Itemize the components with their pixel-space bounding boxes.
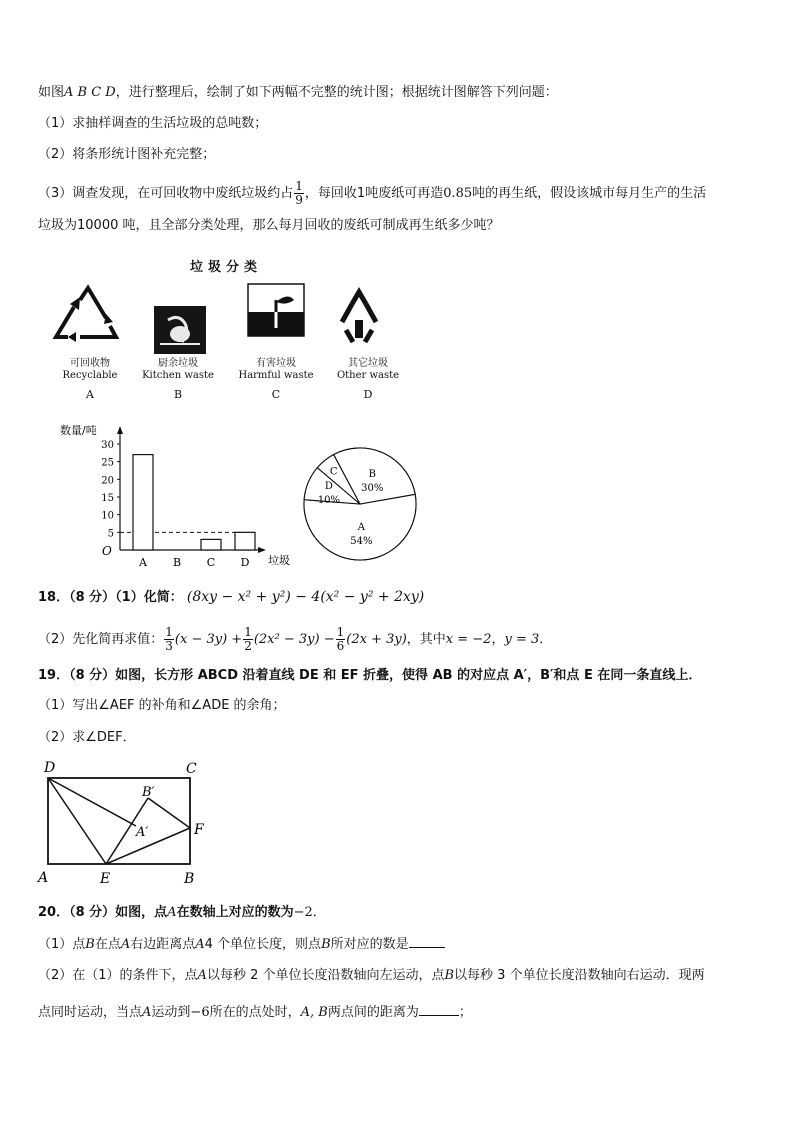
x-axis-arrow (258, 547, 266, 553)
q3-text-d: 吨的再生纸，假设该城市每月生产的生活 (472, 186, 707, 201)
q20-p3-end: ； (458, 1005, 472, 1020)
q20-p3-value: −6 (190, 1005, 210, 1020)
q20-point-b: B (85, 937, 95, 952)
y-axis-label: 数量/吨 (60, 424, 97, 437)
q18-line1 (38, 588, 424, 607)
q20-part1 (38, 935, 445, 954)
category-b-label (128, 358, 228, 401)
frac-num: 1 (336, 625, 345, 639)
q20-end: ． (312, 905, 326, 920)
y-tick-label: 10 (101, 510, 114, 522)
q20-p1-text-d: 4 个单位长度，则点 (204, 937, 322, 952)
x-tick-label: B (172, 556, 182, 569)
q20-p3-text: 点同时运动，当点 (38, 1005, 143, 1020)
q20-point-a: A (167, 905, 177, 920)
frac-den: 2 (244, 639, 252, 653)
question-item-3-line2: 垃圾为10000 吨，且全部分类处理，那么每月回收的废纸可制成再生纸多少吨？ (38, 218, 500, 233)
q20-part2-line2 (38, 1003, 472, 1022)
label-c: C (186, 761, 197, 777)
pie-label-D: D (324, 481, 333, 493)
q20-point-b: B (444, 968, 455, 983)
frac-den: 6 (336, 639, 345, 653)
line-b-prime-f (148, 798, 190, 828)
y-axis-arrow (117, 426, 123, 434)
q20-point-a: A (197, 968, 207, 983)
category-c-en: Harmful waste (238, 370, 314, 381)
q20-p1-text-e: 所对应的数是 (330, 937, 409, 952)
x-tick-label: C (206, 556, 216, 569)
question-item-2: （2）将条形统计图补充完整； (38, 147, 216, 162)
pie-label-B: B (368, 468, 376, 480)
q18-where: ，其中 (406, 632, 446, 647)
q20-p1-text: （1）点 (38, 937, 86, 952)
figure-title: 垃圾分类 (190, 260, 263, 275)
y-tick-label: 5 (107, 528, 114, 540)
y-tick-label: 30 (101, 440, 114, 451)
category-b-cn: 厨余垃圾 (158, 358, 198, 369)
question-item-3 (38, 180, 706, 207)
pie-label-A: A (357, 521, 365, 533)
pie-percent-D: 10% (317, 495, 341, 507)
category-d-cn: 其它垃圾 (348, 358, 388, 369)
recycle-icon (56, 288, 116, 342)
q20-p1-text-c: 右边距离点 (130, 937, 196, 952)
q3-value: 0.85 (443, 186, 473, 201)
category-c-label (226, 358, 326, 401)
fraction-1-3 (164, 626, 174, 653)
q20-point-a: A (120, 937, 131, 952)
q18-y-value: y = 3 (504, 632, 540, 647)
q20-head (38, 904, 326, 922)
intro-line (38, 84, 558, 102)
q20-p2-text-c: 以每秒 3 个单位长度沿数轴向右运动．现两 (454, 968, 705, 983)
q20-p2-text-b: 以每秒 2 个单位长度沿数轴向左运动，点 (206, 968, 445, 983)
bar-D (235, 532, 255, 550)
q18-sep: ， (491, 632, 505, 647)
y-tick-label: 20 (101, 475, 114, 487)
category-d-en: Other waste (336, 370, 400, 381)
q18-part2-head: （2）先化简再求值： (38, 632, 164, 647)
q20-value: −2 (293, 905, 313, 920)
q19-head: 19．（8 分）如图，长方形 ABCD 沿着直线 DE 和 EF 折叠，使得 AB 的对应点 A′，B′和点 E 在同一条直线上． (38, 668, 702, 683)
pie-percent-B: 30% (361, 482, 384, 494)
category-a-label (40, 358, 140, 401)
intro-text-2: ，进行整理后，绘制了如下两幅不完整的统计图；根据统计图解答下列问题： (115, 85, 558, 100)
x-tick-label: A (139, 556, 147, 569)
q3-text-b: ，每回收1吨废纸可再造 (304, 186, 444, 201)
q19-part1: （1）写出∠AEF 的补角和∠ADE 的余角； (38, 698, 286, 713)
category-d-label (318, 358, 418, 401)
q18-end: ． (539, 632, 553, 647)
label-d: D (44, 760, 56, 776)
answer-blank[interactable] (419, 1003, 459, 1016)
x-axis-label: 垃圾 (268, 554, 290, 567)
q20-point-a: A (195, 937, 205, 952)
q20-p3-text-b: 运动到 (151, 1005, 191, 1020)
line-de (48, 778, 106, 864)
intro-text: 如图 (38, 85, 65, 100)
kitchen-waste-icon (154, 306, 206, 354)
q18-expression: (8xy − x² + y²) − 4(x² − y² + 2xy) (186, 589, 425, 605)
q20-p3-text-d: 所在的点处时， (209, 1005, 301, 1020)
q18-term1: (x − 3y) + (174, 632, 243, 647)
label-a-prime: A′ (136, 825, 149, 840)
category-d-letter: D (363, 388, 373, 401)
bar-chart (40, 418, 300, 570)
q20-head-text: 20．（8 分）如图，点 (38, 905, 168, 920)
fraction-1-2 (243, 626, 253, 653)
q18-x-value: x = −2 (445, 632, 492, 647)
q20-point-b: B (321, 937, 331, 952)
frac-num: 1 (244, 625, 252, 639)
y-tick-label: 25 (101, 457, 114, 469)
category-a-letter: A (86, 388, 94, 401)
category-icons (40, 282, 380, 354)
q18-term3: (2x + 3y) (346, 632, 407, 647)
q20-head-text-b: 在数轴上对应的数为 (176, 905, 294, 920)
category-a-cn: 可回收物 (70, 358, 110, 369)
answer-blank[interactable] (409, 935, 445, 948)
label-b-prime: B′ (142, 785, 155, 800)
rectangle-abcd (48, 778, 190, 864)
frac-den: 9 (295, 193, 303, 207)
category-c-cn: 有害垃圾 (256, 358, 296, 369)
label-a: A (38, 870, 49, 886)
q20-part2 (38, 967, 705, 985)
pie-chart (300, 440, 420, 570)
q3-text: （3）调查发现，在可回收物中废纸垃圾约占 (38, 186, 294, 201)
q18-line2 (38, 626, 552, 653)
category-b-letter: B (173, 388, 183, 401)
q18-head: 18．（8 分）（1）化简： (38, 590, 183, 605)
y-tick-label: 15 (101, 493, 114, 504)
harmful-waste-icon (248, 284, 304, 336)
category-a-en: Recyclable (62, 370, 118, 381)
frac-num: 1 (165, 625, 173, 639)
q20-p2-text: （2）在（1）的条件下，点 (38, 968, 198, 983)
label-e: E (100, 871, 111, 887)
x-tick-label: D (240, 556, 250, 569)
label-f: F (194, 822, 204, 838)
q19-part2: （2）求∠DEF． (38, 730, 136, 745)
category-c-letter: C (271, 388, 281, 401)
q20-p1-text-b: 在点 (94, 937, 121, 952)
bar-C (201, 539, 221, 550)
fraction-1-6 (336, 626, 346, 653)
q20-p3-text-e: 两点间的距离为 (327, 1005, 419, 1020)
q18-term2: (2x² − 3y) − (253, 632, 335, 647)
pie-label-C: C (329, 466, 338, 478)
category-b-en: Kitchen waste (142, 370, 214, 381)
bar-A (133, 455, 153, 550)
origin-label: O (102, 544, 112, 558)
intro-abcd: A B C D (64, 85, 116, 100)
frac-den: 3 (165, 639, 173, 653)
label-b: B (184, 871, 195, 887)
fraction-1-9 (294, 180, 304, 207)
other-waste-icon (342, 292, 376, 342)
question-item-1: （1）求抽样调查的生活垃圾的总吨数； (38, 116, 268, 131)
rectangle-fold-diagram (36, 756, 226, 890)
q20-point-a: A (142, 1005, 152, 1020)
frac-num: 1 (295, 179, 303, 193)
q20-points-ab: A, B (300, 1005, 328, 1020)
pie-percent-A: 54% (350, 535, 373, 547)
line-da-prime (48, 778, 136, 826)
